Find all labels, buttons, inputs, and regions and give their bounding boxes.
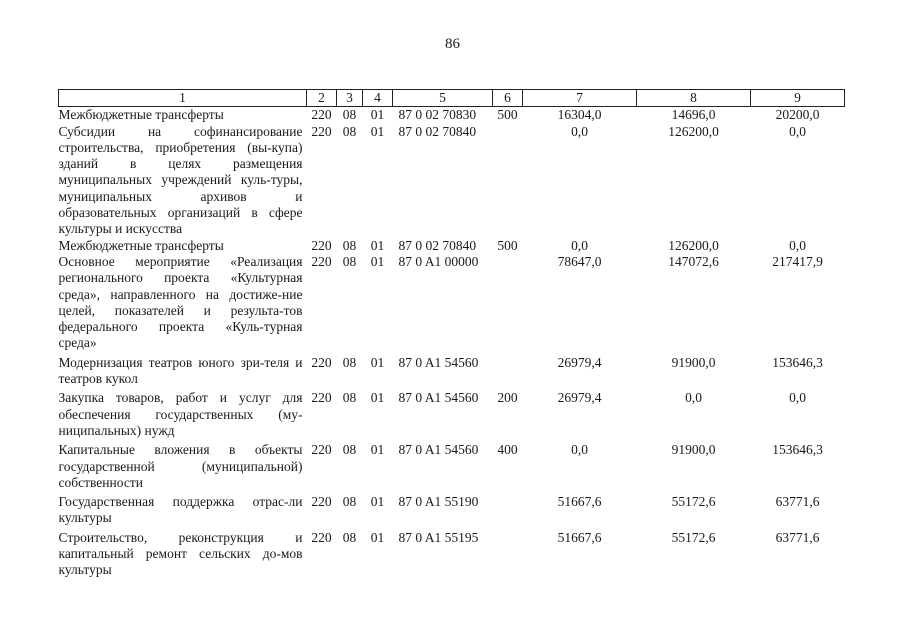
col-header-7: 7 xyxy=(523,90,637,107)
cell-code: 87 0 02 70830 xyxy=(398,107,477,123)
col-header-5: 5 xyxy=(393,90,493,107)
cell-value-7: 78647,0 xyxy=(557,253,602,269)
cell-code: 87 0 02 70840 xyxy=(398,123,477,139)
cell-code: 87 0 02 70840 xyxy=(398,237,477,253)
row-name: Строительство, реконструкция и капитальный ремонт сельских до-мов культуры xyxy=(58,529,303,578)
cell-type: 200 xyxy=(497,390,518,406)
table-row xyxy=(59,124,845,238)
cell-value-8: 91900,0 xyxy=(671,354,716,370)
cell-value-9: 63771,6 xyxy=(775,529,820,545)
cell-col2: 220 xyxy=(311,354,332,370)
col-header-9: 9 xyxy=(751,90,845,107)
col-header-2: 2 xyxy=(307,90,337,107)
row-name: Закупка товаров, работ и услуг для обеспечения государственных (му-ниципальных) нужд xyxy=(58,390,303,438)
table-row xyxy=(59,491,845,527)
table-row xyxy=(59,387,845,439)
cell-value-7: 0,0 xyxy=(571,442,588,458)
cell-col2: 220 xyxy=(311,123,332,139)
cell-col2: 220 xyxy=(311,529,332,545)
cell-col4: 01 xyxy=(370,354,385,370)
cell-type xyxy=(493,352,523,388)
cell-value-8: 14696,0 xyxy=(671,107,716,123)
cell-value-7: 0,0 xyxy=(571,123,588,139)
cell-value-8: 147072,6 xyxy=(668,253,719,269)
cell-col4: 01 xyxy=(370,494,385,510)
cell-value-9: 0,0 xyxy=(789,123,806,139)
table-row xyxy=(59,439,845,491)
cell-col3: 08 xyxy=(342,442,357,458)
cell-type: 500 xyxy=(497,237,518,253)
cell-value-7: 51667,6 xyxy=(557,529,602,545)
cell-type xyxy=(493,491,523,527)
cell-value-8: 126200,0 xyxy=(668,237,719,253)
cell-type: 400 xyxy=(497,442,518,458)
cell-type xyxy=(493,527,523,579)
cell-col2: 220 xyxy=(311,390,332,406)
cell-value-8: 0,0 xyxy=(685,390,702,406)
cell-value-9: 20200,0 xyxy=(775,107,820,123)
cell-col2: 220 xyxy=(311,237,332,253)
col-header-1: 1 xyxy=(59,90,307,107)
cell-value-8: 55172,6 xyxy=(671,529,716,545)
cell-col3: 08 xyxy=(342,237,357,253)
cell-code: 87 0 A1 54560 xyxy=(398,354,479,370)
cell-col4: 01 xyxy=(370,529,385,545)
table-row xyxy=(59,107,845,124)
col-header-4: 4 xyxy=(363,90,393,107)
cell-value-9: 153646,3 xyxy=(772,354,823,370)
row-name: Модернизация театров юного зри-теля и театров кукол xyxy=(58,354,303,387)
cell-type xyxy=(493,254,523,352)
cell-col2: 220 xyxy=(311,107,332,123)
row-name: Субсидии на софинансирование строительства, приобретения (вы-купа) зданий в целях размещения муниципальных учреждений куль-туры, муниципальных архивов и образовательных организаций в сфере культуры и искусства xyxy=(58,123,303,237)
budget-table xyxy=(58,89,845,579)
cell-col3: 08 xyxy=(342,107,357,123)
cell-col4: 01 xyxy=(370,390,385,406)
cell-value-9: 153646,3 xyxy=(772,442,823,458)
row-name: Межбюджетные трансферты xyxy=(58,237,224,253)
cell-value-9: 217417,9 xyxy=(772,253,823,269)
cell-col3: 08 xyxy=(342,123,357,139)
cell-value-8: 126200,0 xyxy=(668,123,719,139)
page-number: 86 xyxy=(445,36,460,52)
cell-value-7: 26979,4 xyxy=(557,390,602,406)
cell-col3: 08 xyxy=(342,529,357,545)
cell-col4: 01 xyxy=(370,123,385,139)
row-name: Межбюджетные трансферты xyxy=(58,107,224,123)
col-header-6: 6 xyxy=(493,90,523,107)
col-header-8: 8 xyxy=(637,90,751,107)
table-row xyxy=(59,254,845,352)
cell-type: 500 xyxy=(497,107,518,123)
table-row xyxy=(59,527,845,579)
table-row xyxy=(59,238,845,254)
row-name: Государственная поддержка отрас-ли культуры xyxy=(58,494,303,526)
cell-code: 87 0 A1 54560 xyxy=(398,442,479,458)
cell-value-7: 51667,6 xyxy=(557,494,602,510)
cell-code: 87 0 A1 00000 xyxy=(398,253,479,269)
cell-type xyxy=(493,124,523,238)
cell-value-8: 55172,6 xyxy=(671,494,716,510)
cell-col3: 08 xyxy=(342,253,357,269)
cell-col2: 220 xyxy=(311,442,332,458)
cell-value-9: 0,0 xyxy=(789,237,806,253)
cell-col4: 01 xyxy=(370,107,385,123)
cell-value-7: 26979,4 xyxy=(557,354,602,370)
cell-col2: 220 xyxy=(311,494,332,510)
header-row xyxy=(59,90,845,107)
cell-col4: 01 xyxy=(370,237,385,253)
cell-code: 87 0 A1 55195 xyxy=(398,529,479,545)
cell-code: 87 0 A1 54560 xyxy=(398,390,479,406)
cell-value-9: 63771,6 xyxy=(775,494,820,510)
cell-col3: 08 xyxy=(342,494,357,510)
cell-col2: 220 xyxy=(311,253,332,269)
table-row xyxy=(59,352,845,388)
cell-value-9: 0,0 xyxy=(789,390,806,406)
row-name: Основное мероприятие «Реализация регионального проекта «Культурная среда», направленного на достиже-ние целей, показателей и результа-тов федерального проекта «Куль-турная среда» xyxy=(58,253,303,351)
cell-value-7: 0,0 xyxy=(571,237,588,253)
col-header-3: 3 xyxy=(337,90,363,107)
cell-code: 87 0 A1 55190 xyxy=(398,494,479,510)
cell-col3: 08 xyxy=(342,354,357,370)
row-name: Капитальные вложения в объекты государственной (муниципальной) собственности xyxy=(58,442,303,490)
cell-col4: 01 xyxy=(370,442,385,458)
cell-col4: 01 xyxy=(370,253,385,269)
cell-col3: 08 xyxy=(342,390,357,406)
cell-value-7: 16304,0 xyxy=(557,107,602,123)
cell-value-8: 91900,0 xyxy=(671,442,716,458)
